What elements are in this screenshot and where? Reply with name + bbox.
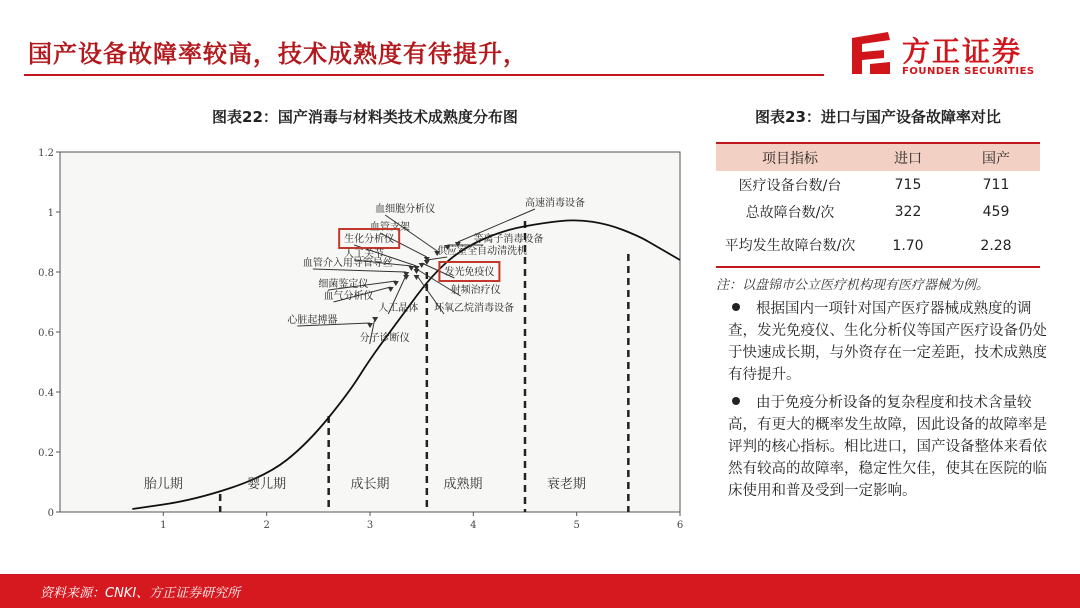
y-tick-label: 0.2 <box>38 448 54 459</box>
left-figure-caption: 图表22：国产消毒与材料类技术成熟度分布图 <box>212 108 518 126</box>
table-header-cell: 国产 <box>952 143 1040 171</box>
annotation-label: 血管介入用导管导丝 <box>302 258 393 269</box>
phase-label: 婴儿期 <box>247 477 287 492</box>
table-note: 注：以盘锦市公立医疗机构现有医疗器械为例。 <box>716 278 990 293</box>
table-row <box>716 198 1040 225</box>
annotation-label: 分子诊断仪 <box>359 333 410 344</box>
x-tick-label: 6 <box>676 520 684 530</box>
table-cell: 总故障台数/次 <box>745 204 835 221</box>
x-tick-label: 4 <box>470 520 477 530</box>
bullet-list <box>728 298 1048 508</box>
y-tick-label: 1.2 <box>38 148 54 159</box>
chart-plot-area <box>60 152 680 512</box>
table-cell: 平均发生故障台数/次 <box>716 225 864 267</box>
x-tick-label: 3 <box>366 520 374 530</box>
bullet-dot-icon <box>732 397 740 405</box>
phase-label: 胎儿期 <box>143 477 183 492</box>
annotation-label: 射频治疗仪 <box>450 285 501 296</box>
table-cell: 711 <box>982 176 1010 193</box>
y-tick-label: 1 <box>47 208 54 219</box>
x-tick-label: 1 <box>160 520 167 530</box>
title-divider <box>24 74 824 76</box>
y-tick-label: 0.8 <box>38 268 54 279</box>
table-header-row <box>716 143 1040 171</box>
annotation-label: 人工晶体 <box>378 303 419 314</box>
y-tick-label: 0 <box>47 508 54 519</box>
phase-label: 衰老期 <box>546 477 586 492</box>
annotation-label: 心脏起搏器 <box>287 315 338 326</box>
table-row <box>716 171 1040 198</box>
list-item <box>728 298 1048 386</box>
failure-rate-table <box>716 142 1040 268</box>
phase-label: 成熟期 <box>443 477 483 492</box>
maturity-chart <box>28 140 700 530</box>
y-tick-label: 0.6 <box>38 328 54 339</box>
annotation-label: 等离子消毒设备 <box>473 234 544 245</box>
page-title: 国产设备故障率较高，技术成熟度有待提升， <box>28 40 528 68</box>
footer-bar <box>0 574 1080 608</box>
source-note: 资料来源：CNKI、方正证券研究所 <box>40 586 241 601</box>
table-cell: 715 <box>894 176 922 193</box>
bullet-dot-icon <box>732 303 740 311</box>
table-row <box>716 225 1040 267</box>
table-header-cell: 进口 <box>864 143 952 171</box>
x-tick-label: 5 <box>573 520 580 530</box>
annotation-label: 血细胞分析仪 <box>375 204 436 215</box>
y-tick-label: 0.4 <box>38 388 54 399</box>
company-logo <box>848 30 1048 82</box>
annotation-label: 血气分析仪 <box>323 291 374 302</box>
x-tick-label: 2 <box>263 520 270 530</box>
annotation-label: 人工关节 <box>344 249 385 260</box>
table-cell: 1.70 <box>864 225 952 267</box>
table-cell: 322 <box>894 203 922 220</box>
bullet-text: 根据国内一项针对国产医疗器械成熟度的调查，发光免疫仪、生化分析仪等国产医疗设备仍处于快速成长期，与外资存在一定差距，技术成熟度有待提升。 <box>728 301 1047 383</box>
bullet-text: 由于免疫分析设备的复杂程度和技术含量较高，有更大的概率发生故障，因此设备的故障率是评判的核心指标。相比进口，国产设备整体来看依然有较高的故障率，稳定性欠佳，使其在医院的临床使用和普及受到一定影响。 <box>728 395 1047 499</box>
table-cell: 459 <box>982 203 1010 220</box>
founder-logo-icon <box>848 30 894 76</box>
maturity-chart-svg <box>28 140 700 530</box>
right-table-caption: 图表23：进口与国产设备故障率对比 <box>755 108 1001 126</box>
table-header-cell: 项目指标 <box>716 143 864 171</box>
logo-text-en: FOUNDER SECURITIES <box>902 66 1035 77</box>
logo-text-cn: 方正证券 <box>902 35 1023 68</box>
annotation-label: 发光免疫仪 <box>444 267 495 278</box>
table-cell: 医疗设备台数/台 <box>738 177 842 194</box>
annotation-label: 高速消毒设备 <box>525 198 585 209</box>
annotation-label: 血管支架 <box>370 222 410 233</box>
annotation-label: 细菌鉴定仪 <box>318 279 369 290</box>
phase-label: 成长期 <box>350 477 390 492</box>
annotation-label: 生化分析仪 <box>344 234 395 245</box>
list-item <box>728 392 1048 502</box>
annotation-label: 环氧乙烷消毒设备 <box>434 303 515 314</box>
table-cell: 2.28 <box>952 225 1040 267</box>
annotation-label: 供应室全自动清洗机 <box>437 246 528 257</box>
